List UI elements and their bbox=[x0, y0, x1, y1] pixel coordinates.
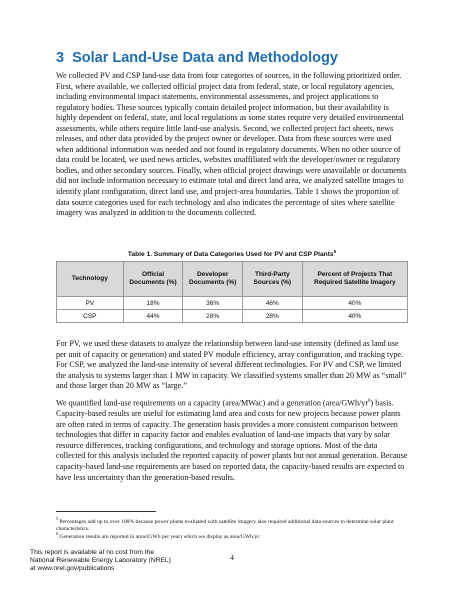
page-number: 4 bbox=[230, 553, 234, 562]
availability-notice bbox=[30, 549, 200, 574]
table-header-row bbox=[57, 262, 408, 297]
footnote-divider bbox=[56, 511, 156, 512]
table-caption bbox=[56, 249, 408, 258]
header-developer-documents: Developer Documents (%) bbox=[183, 262, 243, 297]
table-row bbox=[57, 310, 408, 323]
header-technology: Technology bbox=[57, 262, 124, 297]
table-cell: CSP bbox=[57, 310, 124, 323]
header-satellite-imagery: Percent of Projects That Required Satellite Imagery bbox=[302, 262, 407, 297]
data-categories-table bbox=[56, 261, 408, 323]
availability-line: National Renewable Energy Laboratory (NREL) bbox=[30, 557, 171, 565]
header-official-documents: Official Documents (%) bbox=[123, 262, 183, 297]
paragraph-quantification-end: ) basis. Capacity-based results are useful for estimating land area and costs for new projects because power plants are often rated in terms of capacity. The generation basis provides a more consistent comparison between technologies that differ in capacity factor and enables evaluation of land-use impacts that vary by solar resource differences, tracking configurations, and technology and storage options. Most of the data collected for this analysis included the reported capacity of power plants but not annual generation. Because capacity-based land-use requirements are based on reported data, the capacity-based results are expected to have less uncertainty than the generation-based results. bbox=[56, 398, 408, 482]
header-third-party-sources: Third-Party Sources (%) bbox=[243, 262, 303, 297]
table-cell: 18% bbox=[123, 297, 183, 310]
table-cell: 40% bbox=[302, 297, 407, 310]
table-cell: 46% bbox=[243, 297, 303, 310]
footnote-mark: 5 bbox=[56, 516, 58, 521]
table-cell: PV bbox=[57, 297, 124, 310]
paragraph-analysis: For PV, we used these datasets to analyze the relationship between land-use intensity (defined as land use per unit of capacity or generation) and stated PV module efficiency, array configuration, and tracking type. For CSP, we analyzed the land-use intensity of several different technologies. For PV and CSP, we limited the analysis to systems larger than 1 MW in capacity. We classified systems smaller than 20 MW as “small” and those larger than 20 MW as “large.” bbox=[56, 339, 407, 391]
footnote-ref-5: 5 bbox=[333, 249, 337, 254]
table-cell: 36% bbox=[183, 297, 243, 310]
footnote-text: Generation results are reported in area/(GWh per year) which we display as area/GWh/yr. bbox=[59, 533, 261, 540]
table-cell: 40% bbox=[302, 310, 407, 323]
table-row bbox=[57, 297, 408, 310]
footnote-ref-6: 6 bbox=[368, 399, 371, 404]
section-heading bbox=[56, 50, 416, 66]
paragraph-quantification-start: We quantified land-use requirements on a capacity (area/MWac) and a generation (area/GWh/yr bbox=[56, 398, 369, 408]
table-cell: 28% bbox=[243, 310, 303, 323]
table-cell: 44% bbox=[123, 310, 183, 323]
footnote-text: Percentages add up to over 100% because power plants evaluated with satellite imagery also required additional data sources to determine solar plant characteristics. bbox=[56, 518, 394, 532]
table-cell: 28% bbox=[183, 310, 243, 323]
paragraph-data-sources: We collected PV and CSP land-use data from four categories of sources, in the following prioritized order. First, where available, we collected official project data from federal, state, or local regulatory agencies, including environmental impact statements, environmental assessments, and project applications to regulatory bodies. These sources typically contain detailed project information, but their availability is highly dependent on federal, state, and local regulations as some states require very detailed environmental assessments, while others require little land-use analysis. Second, we collected project fact sheets, news releases, and other data provided by the project owner or developer. Data from these sources were used when additional information was needed and not found in regulatory documents. When no other source of data could be located, we used news articles, websites unaffiliated with the developer/owner or regulatory bodies, and other secondary sources. Finally, when official project drawings were unavailable or documents did not include information necessary to estimate total and direct land area, we analyzed satellite images to identify plant configuration, direct land use, and project-area boundaries. Table 1 shows the proportion of data source categories used for each technology and also indicates the percentage of sites where satellite imagery was analyzed in addition to the documents collected. bbox=[56, 71, 407, 218]
availability-line: This report is available at no cost from the bbox=[30, 549, 155, 556]
section-number: 3 bbox=[56, 50, 65, 66]
footnote-6 bbox=[56, 531, 408, 541]
paragraph-quantification bbox=[56, 397, 408, 483]
availability-line: at www.nrel.gov/publications bbox=[30, 565, 115, 573]
footnote-mark: 6 bbox=[56, 531, 58, 536]
section-title: Solar Land-Use Data and Methodology bbox=[72, 50, 338, 66]
table-caption-text: Table 1. Summary of Data Categories Used for PV and CSP Plants bbox=[127, 251, 334, 259]
